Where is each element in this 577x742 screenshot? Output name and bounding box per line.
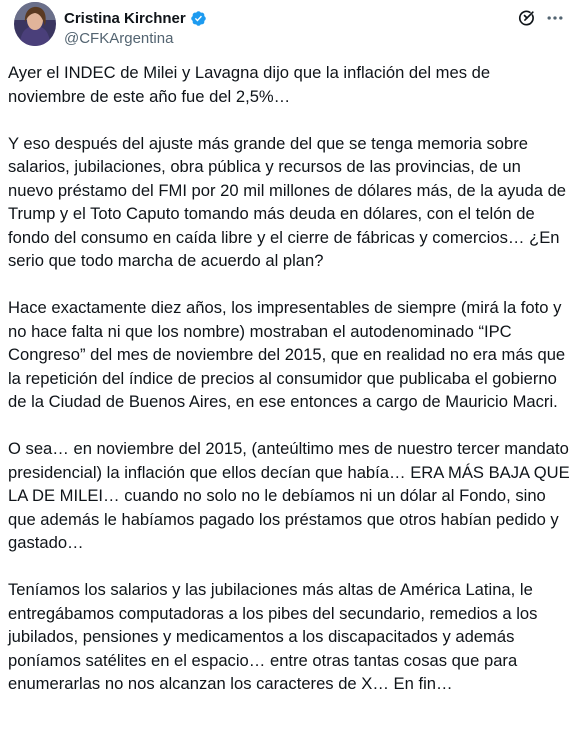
more-options-icon[interactable] — [545, 8, 565, 28]
name-row — [64, 8, 207, 28]
tweet-header — [8, 0, 567, 58]
author-handle[interactable]: @CFKArgentina — [64, 30, 174, 47]
tweet-text — [8, 61, 570, 719]
verified-badge-icon — [190, 10, 207, 27]
tweet-paragraph: Ayer el INDEC de Milei y Lavagna dijo que la inflación del mes de noviembre de este año fue del 2,5%… — [8, 63, 491, 106]
tweet-paragraph: O sea… en noviembre del 2015, (anteúltimo mes de nuestro tercer mandato presidencial) la inflación que ellos decían que había… ERA MÁS BAJA QUE LA DE MILEI… cuando no solo no le debíamos ni un dólar al Fondo, sino que además le habíamos pagado los préstamos que otros habían pedido y gastado… — [8, 439, 570, 552]
avatar[interactable] — [14, 2, 56, 46]
author-info — [64, 8, 207, 47]
tweet-paragraph: Teníamos los salarios y las jubilaciones más altas de América Latina, le entregábamos computadoras a los pibes del secundario, remedios a los jubilados, pensiones y medicamentos a los discapacitados y además poníamos satélites en el espacio… entre otras tantas cosas que para enumerarlas no nos alcanzan los caracteres de X… En fin… — [8, 580, 538, 693]
grok-icon[interactable] — [517, 8, 537, 28]
tweet-paragraph: Hace exactamente diez años, los impresentables de siempre (mirá la foto y no hace falta ni que los nombre) mostraban el autodenominado “IPC Congreso” del mes de noviembre del 2015, que en realidad no era más que la repetición del índice de precios al consumidor que publicaba el gobierno de la Ciudad de Buenos Aires, en ese entonces a cargo de Mauricio Macri. — [8, 298, 566, 411]
tweet-paragraph: Y eso después del ajuste más grande del que se tenga memoria sobre salarios, jubilaciones, obra pública y recursos de las provincias, de un nuevo préstamo del FMI por 20 mil millones de dólares más, de la ayuda de Trump y el Toto Caputo tomando más deuda en dólares, con el telón de fondo del consumo en caída libre y el cierre de fábricas y comercios… ¿En serio que todo marcha de acuerdo al plan? — [8, 133, 567, 270]
author-display-name[interactable]: Cristina Kirchner — [64, 9, 186, 27]
